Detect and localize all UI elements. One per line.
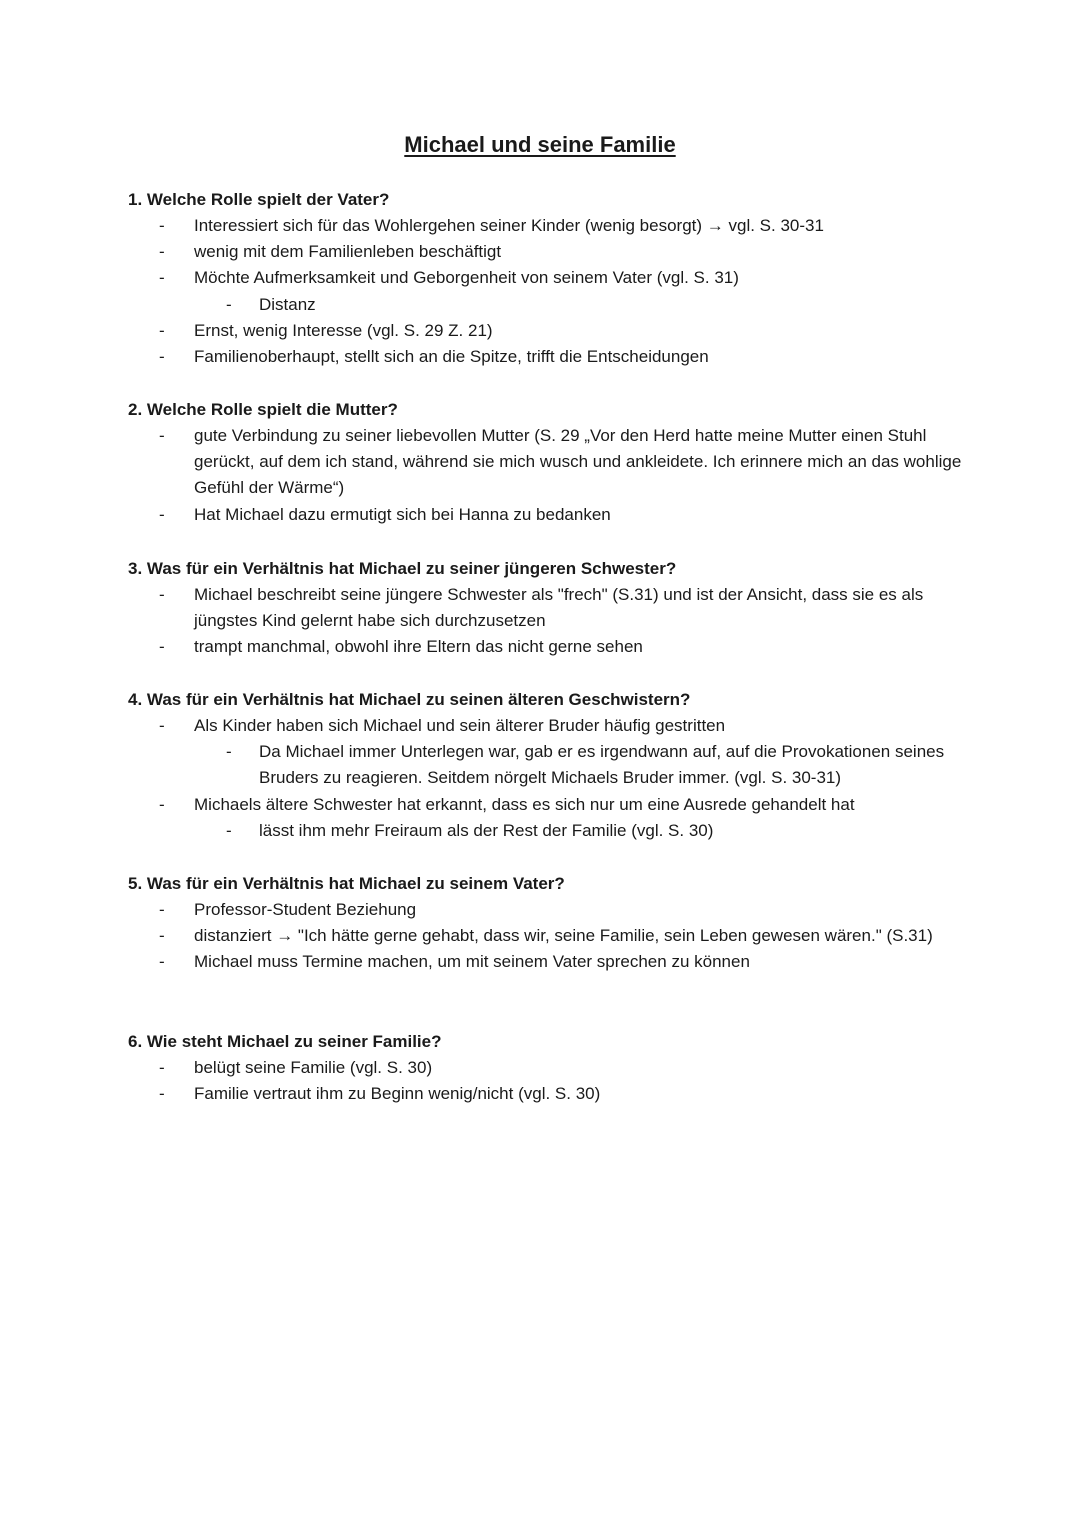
list-item-text: trampt manchmal, obwohl ihre Eltern das nicht gerne sehen (194, 637, 643, 657)
list-item-text: Michael muss Termine machen, um mit seinem Vater sprechen zu können (194, 952, 750, 972)
bullet-dash: - (159, 716, 165, 735)
question-heading: 6. Wie steht Michael zu seiner Familie? (128, 1032, 442, 1051)
question-heading: 3. Was für ein Verhältnis hat Michael zu seiner jüngeren Schwester? (128, 559, 677, 578)
bullet-dash: - (159, 585, 165, 604)
bullet-dash: - (159, 268, 165, 288)
list-item-text: Als Kinder haben sich Michael und sein älterer Bruder häufig gestritten (194, 716, 726, 735)
sub-list-item (194, 739, 968, 791)
section-michael-familie (128, 1029, 968, 1107)
list-item-text: Möchte Aufmerksamkeit und Geborgenheit von seinem Vater (vgl. S. 31) (194, 268, 739, 288)
list-item (128, 582, 968, 634)
bullet-dash: - (159, 320, 165, 340)
question-heading: 4. Was für ein Verhältnis hat Michael zu seinen älteren Geschwistern? (128, 690, 691, 709)
list-item-text: belügt seine Familie (vgl. S. 30) (194, 1058, 433, 1077)
bullet-dash: - (159, 426, 165, 445)
list-item (128, 1055, 968, 1081)
list-item-text: Professor-Student Beziehung (194, 900, 417, 919)
list-item (128, 502, 968, 528)
bullet-dash: - (159, 952, 165, 972)
sub-list-item-text: Distanz (259, 294, 316, 314)
page-title: Michael und seine Familie (404, 132, 676, 157)
list-item (128, 239, 968, 265)
answer-list (128, 582, 968, 661)
section-juengere-schwester (128, 556, 968, 661)
list-item-text: Familie vertraut ihm zu Beginn wenig/nicht (vgl. S. 30) (194, 1084, 601, 1104)
section-verhaeltnis-vater (128, 871, 968, 976)
list-item-text: Familienoberhaupt, stellt sich an die Spitze, trifft die Entscheidungen (194, 347, 709, 367)
list-item-text: Michael beschreibt seine jüngere Schwester als "frech" (S.31) und ist der Ansicht, dass sie es als jüngstes Kind gelernt habe sich durchzusetzen (194, 585, 924, 631)
list-item (128, 318, 968, 344)
list-item (128, 265, 968, 317)
bullet-dash: - (226, 742, 232, 762)
list-item (128, 923, 968, 949)
bullet-dash: - (159, 216, 165, 235)
bullet-dash: - (159, 242, 165, 262)
bullet-dash: - (159, 926, 165, 946)
bullet-dash: - (159, 1058, 165, 1077)
question-heading: 1. Welche Rolle spielt der Vater? (128, 190, 390, 209)
list-item (128, 792, 968, 844)
answer-list (128, 897, 968, 976)
list-item (128, 949, 968, 975)
section-aeltere-geschwister (128, 687, 968, 844)
sub-list-item (194, 292, 968, 318)
bullet-dash: - (159, 347, 165, 367)
bullet-dash: - (159, 1084, 165, 1104)
question-heading: 2. Welche Rolle spielt die Mutter? (128, 400, 398, 419)
question-heading: 5. Was für ein Verhältnis hat Michael zu seinem Vater? (128, 874, 565, 893)
list-item (128, 213, 968, 239)
list-item-text: Hat Michael dazu ermutigt sich bei Hanna zu bedanken (194, 504, 611, 524)
list-item (128, 634, 968, 660)
bullet-dash: - (159, 900, 165, 919)
list-item (128, 897, 968, 923)
list-item (128, 1081, 968, 1107)
list-item (128, 344, 968, 370)
list-item (128, 713, 968, 792)
bullet-dash: - (226, 820, 232, 840)
answer-list (128, 1055, 968, 1107)
bullet-dash: - (159, 794, 165, 814)
answer-list (128, 213, 968, 370)
sub-list-item-text: lässt ihm mehr Freiraum als der Rest der Familie (vgl. S. 30) (259, 820, 714, 840)
sub-list (194, 739, 968, 791)
answer-list (128, 713, 968, 844)
answer-list (128, 423, 968, 528)
list-item-text: wenig mit dem Familienleben beschäftigt (194, 242, 502, 262)
sub-list-item (194, 818, 968, 844)
sub-list-item-text: Da Michael immer Unterlegen war, gab er es irgendwann auf, auf die Provokationen seines Bruders zu reagieren. Seitdem nörgelt Michaels Bruder immer. (vgl. S. 30-31) (259, 742, 945, 788)
bullet-dash: - (159, 504, 165, 524)
sub-list (194, 292, 968, 318)
list-item-text: Michaels ältere Schwester hat erkannt, dass es sich nur um eine Ausrede gehandelt hat (194, 794, 855, 814)
list-item (128, 423, 968, 502)
bullet-dash: - (159, 637, 165, 657)
list-item-text: Interessiert sich für das Wohlergehen seiner Kinder (wenig besorgt) → vgl. S. 30-31 (194, 216, 824, 235)
sub-list (194, 818, 968, 844)
section-vater-rolle (128, 187, 968, 370)
list-item-text: distanziert → "Ich hätte gerne gehabt, dass wir, seine Familie, sein Leben gewesen wären." (S.31) (194, 926, 933, 946)
bullet-dash: - (226, 294, 232, 314)
list-item-text: gute Verbindung zu seiner liebevollen Mutter (S. 29 „Vor den Herd hatte meine Mutter einen Stuhl gerückt, auf dem ich stand, während sie mich wusch und ankleidete. Ich erinnere mich an das wohlige Gefühl der Wärme“) (194, 426, 962, 498)
list-item-text: Ernst, wenig Interesse (vgl. S. 29 Z. 21) (194, 320, 493, 340)
section-mutter-rolle (128, 397, 968, 528)
